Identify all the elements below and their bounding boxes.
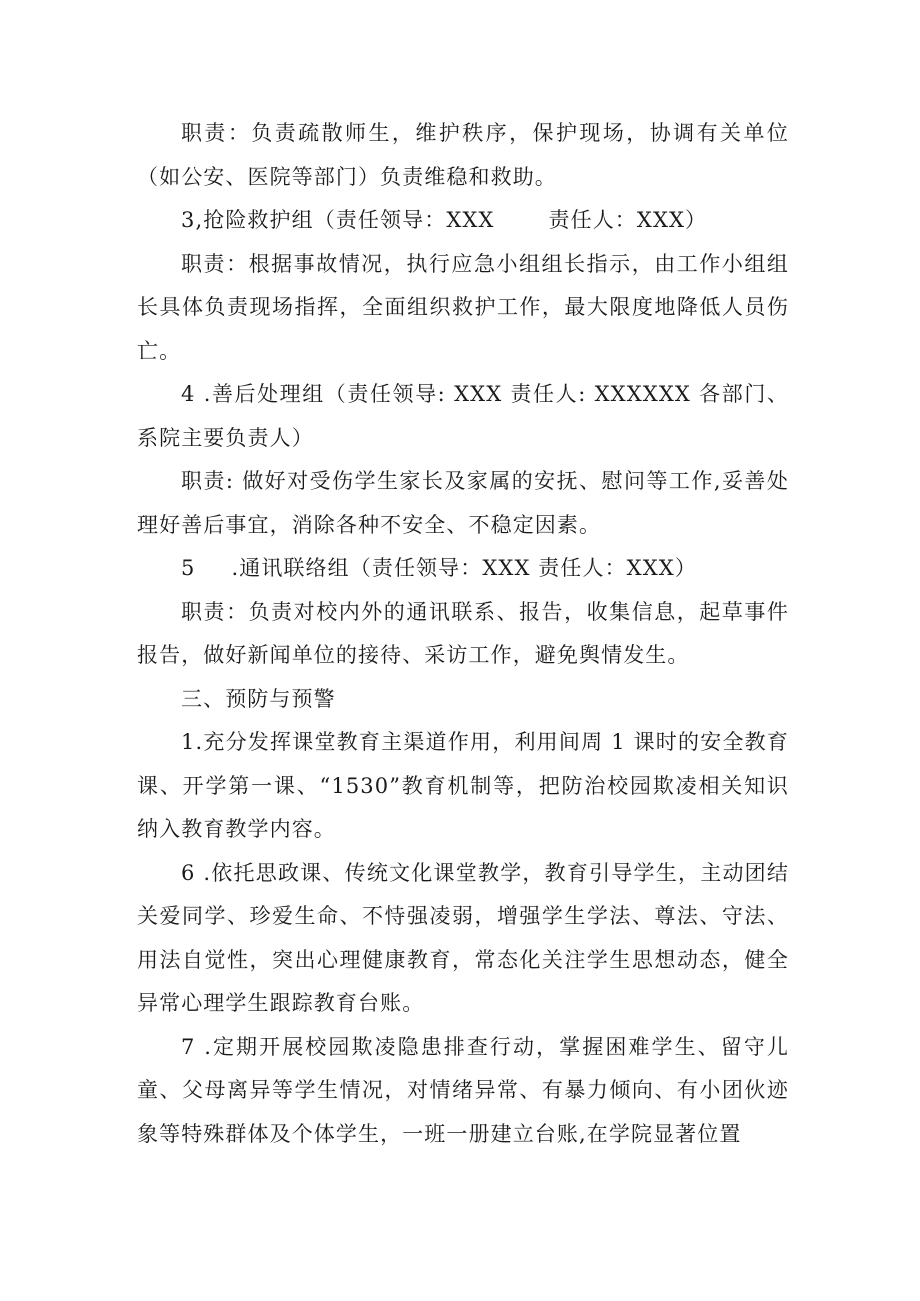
- document-body: [137, 112, 789, 1156]
- paragraph-communication-group-heading: [137, 547, 789, 591]
- section-heading-prevention: 三、预防与预警: [181, 686, 336, 711]
- paragraph-aftermath-group-heading: 4 .善后处理组（责任领导: XXX 责任人: XXXXXX 各部门、系院主要负责人）: [137, 382, 789, 450]
- paragraph-duty-rescue: 职责：根据事故情况，执行应急小组组长指示，由工作小组组长具体负责现场指挥，全面组织救护工作，最大限度地降低人员伤亡。: [137, 251, 789, 363]
- communication-group-number: 5: [181, 556, 196, 580]
- paragraph-prevention-6: 6 .依托思政课、传统文化课堂教学，教育引导学生，主动团结关爱同学、珍爱生命、不恃强凌弱，增强学生学法、尊法、守法、用法自觉性，突出心理健康教育，常态化关注学生思想动态，健全异常心理学生跟踪教育台账。: [137, 860, 789, 1015]
- paragraph-duty-communication: 职责：负责对校内外的通讯联系、报告，收集信息，起草事件报告，做好新闻单位的接待、采访工作，避免舆情发生。: [137, 599, 789, 667]
- paragraph-rescue-group-heading: [137, 199, 789, 243]
- rescue-group-leader: 3,抢险救护组（责任领导：XXX: [181, 208, 495, 232]
- paragraph-duty-aftermath: 职责: 做好对受伤学生家长及家属的安抚、慰问等工作,妥善处理好善后事宜，消除各种不安全、不稳定因素。: [137, 469, 789, 537]
- rescue-group-responsible: 责任人：XXX）: [548, 208, 708, 232]
- paragraph-prevention-7: 7 .定期开展校园欺凌隐患排查行动，掌握困难学生、留守儿童、父母离异等学生情况，对情绪异常、有暴力倾向、有小团伙迹象等特殊群体及个体学生，一班一册建立台账,在学院显著位置: [137, 1034, 789, 1146]
- paragraph-prevention-1: 1.充分发挥课堂教育主渠道作用，利用间周 1 课时的安全教育课、开学第一课、“1530”教育机制等，把防治校园欺凌相关知识纳入教育教学内容。: [137, 730, 789, 841]
- communication-group-title: .通讯联络组（责任领导：XXX 责任人：XXX）: [231, 556, 697, 580]
- paragraph-duty-evacuation: 职责：负责疏散师生，维护秩序，保护现场，协调有关单位（如公安、医院等部门）负责维稳和救助。: [137, 121, 789, 189]
